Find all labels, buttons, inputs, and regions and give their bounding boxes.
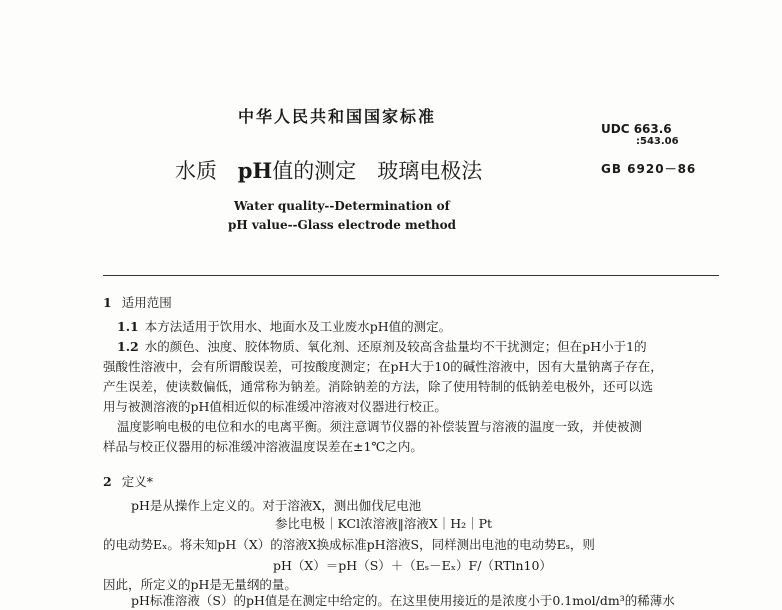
clause-1-1-number: 1.1 [117, 319, 139, 334]
temperature-paragraph-line-2: 样品与校正仪器用的标准缓冲溶液温度误差在±1℃之内。 [103, 439, 423, 454]
ph-definition-equation: pH（X）＝pH（S）＋（Eₛ－Eₓ）F/（RTln10） [273, 558, 552, 573]
temperature-paragraph-line-1: 温度影响电极的电位和水的电离平衡。须注意调节仪器的补偿装置与溶液的温度一致，并使被测 [117, 419, 643, 434]
section-2-heading [103, 472, 153, 490]
english-title-line-2: pH value--Glass electrode method [228, 218, 457, 232]
clause-1-1 [117, 318, 451, 336]
document-title [175, 155, 482, 185]
gb-standard-number: GB 6920－86 [601, 162, 697, 176]
title-prefix: 水质 [175, 159, 217, 183]
section-1-number: 1 [103, 295, 112, 310]
clause-1-2-line-1 [117, 338, 647, 356]
clause-1-2-line-2: 强酸性溶液中，会有所谓酸误差，可按酸度测定；在pH大于10的碱性溶液中，因有大量钠离子存在， [103, 359, 663, 374]
standard-header-title: 中华人民共和国国家标准 [238, 107, 437, 126]
clause-1-2-line-3: 产生误差，使读数偏低，通常称为钠差。消除钠差的方法，除了使用特制的低钠差电极外，还可以选 [103, 379, 654, 394]
definition-line-6-partial: pH标准溶液（S）的pH值是在测定中给定的。在这里使用接近的是浓度小于0.1mol/dm³的稀薄水 [131, 593, 675, 608]
clause-1-2-number: 1.2 [117, 339, 139, 354]
section-1-title: 适用范围 [121, 295, 172, 310]
section-2-title: 定义* [121, 474, 153, 489]
header-divider [103, 275, 719, 276]
title-rest: 值的测定 玻璃电极法 [272, 159, 483, 183]
clause-1-2-text-1: 水的颜色、浊度、胶体物质、氧化剂、还原剂及较高含盐量均不干扰测定；但在pH小于1的 [144, 339, 647, 354]
clause-1-1-text: 本方法适用于饮用水、地面水及工业废水pH值的测定。 [144, 319, 452, 334]
title-ph: pH [237, 158, 273, 183]
definition-line-3: 的电动势Eₓ。将未知pH（X）的溶液X换成标准pH溶液S，同样测出电池的电动势Eₛ，则 [103, 537, 595, 552]
clause-1-2-line-4: 用与被测溶液的pH值相近似的标准缓冲溶液对仪器进行校正。 [103, 399, 447, 414]
definition-line-5: 因此，所定义的pH是无量纲的量。 [103, 577, 297, 592]
definition-line-1: pH是从操作上定义的。对于溶液X，测出伽伐尼电池 [131, 498, 422, 513]
section-1-heading [103, 293, 172, 311]
english-title-line-1: Water quality--Determination of [234, 199, 450, 213]
galvanic-cell-expression: 参比电极｜KCl浓溶液‖溶液X｜H₂｜Pt [275, 516, 493, 531]
udc-code: UDC 663.6 [601, 122, 672, 136]
udc-code-continuation: :543.06 [636, 136, 679, 147]
section-2-number: 2 [103, 474, 112, 489]
